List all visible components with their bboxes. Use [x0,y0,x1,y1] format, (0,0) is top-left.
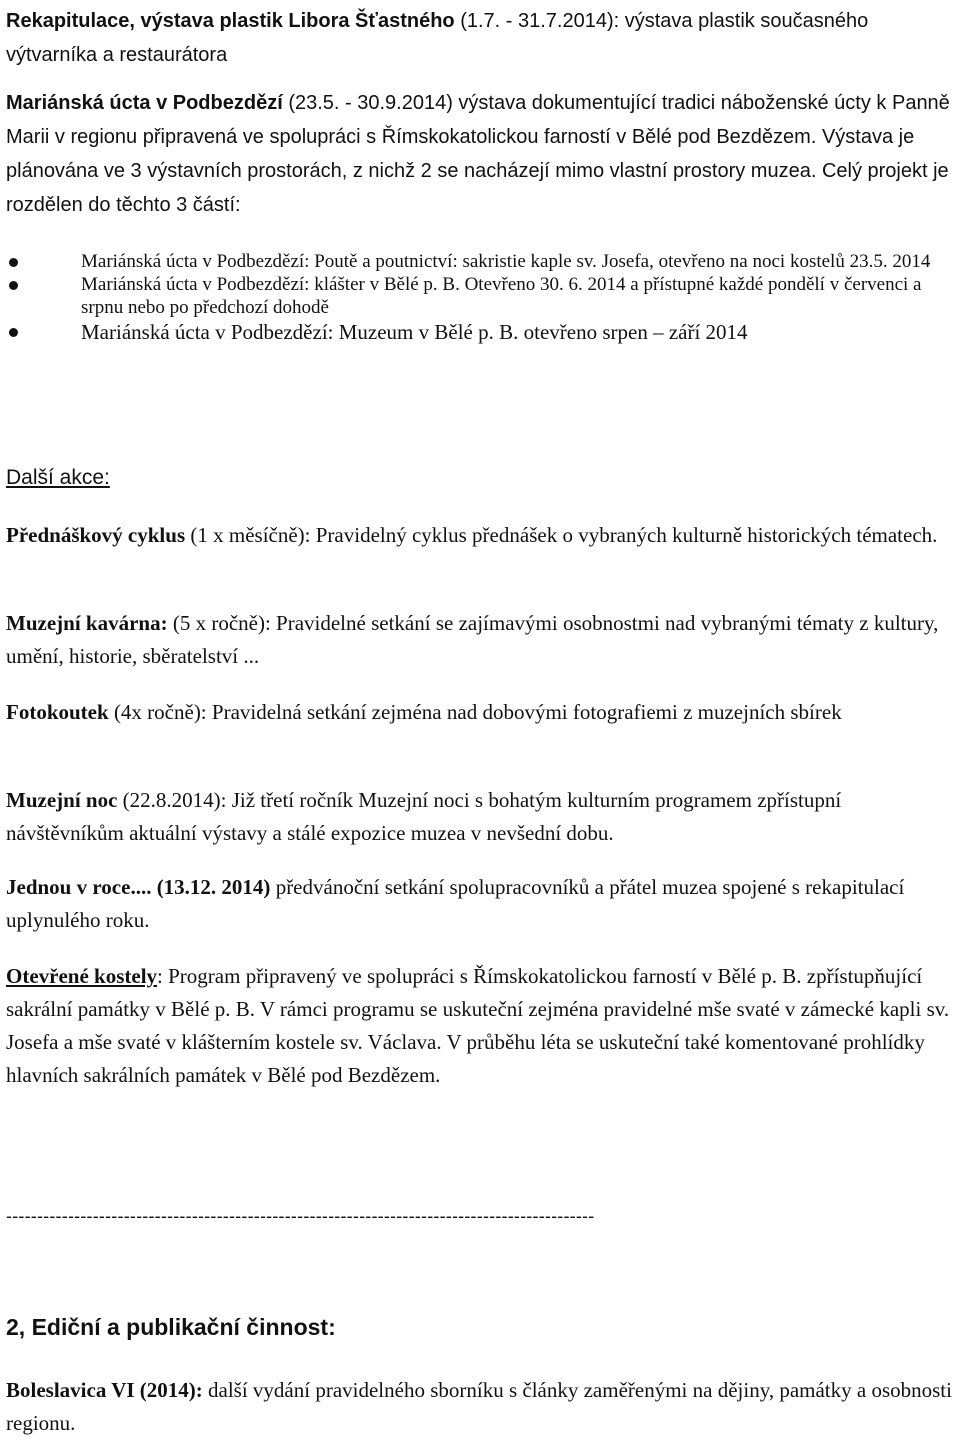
rekapitulace-paragraph [6,4,956,72]
bullet-icon [9,258,18,267]
bullet-icon [9,281,18,290]
event-paragraph [6,871,956,937]
event-title: Jednou v roce.... (13.12. 2014) [6,875,271,899]
event-text: : Program připravený ve spolupráci s Římskokatolickou farností v Bělé p. B. zpřístupňující sakrální památky v Bělé p. B. V rámci programu se uskuteční zejména pravidelné mše svaté v zámecké kapli sv. Josefa a mše svaté v klášterním kostele sv. Václava. V průběhu léta se uskuteční také komentované prohlídky hlavních sakrálních památek v Bělé pod Bezdězem. [6,964,950,1087]
event-paragraph [6,519,956,552]
marianska-parts-list [6,250,958,345]
list-item-text: Mariánská úcta v Podbezdězí: Poutě a poutnictví: sakristie kaple sv. Josefa, otevřeno na noci kostelů 23.5. 2014 [81,251,931,272]
rekapitulace-text: (1.7. - 31.7.2014): výstava plastik současného výtvarníka a restaurátora [6,10,869,66]
event-text: (22.8.2014): Již třetí ročník Muzejní noci s bohatým kulturním programem zpřístupní návštěvníkům aktuální výstavy a stálé expozice muzea v nevšední dobu. [6,788,842,845]
event-text: (4x ročně): Pravidelná setkání zejména nad dobovými fotografiemi z muzejních sbírek [108,700,842,724]
boleslavica-title: Boleslavica VI (2014): [6,1378,203,1402]
divider-line: ----------------------------------------------------------------------------------------------- [6,1206,595,1226]
list-item [6,273,958,319]
event-title: Přednáškový cyklus [6,523,186,547]
event-paragraph [6,960,956,1092]
list-item-text: Mariánská úcta v Podbezdězí: klášter v Bělé p. B. Otevřeno 30. 6. 2014 a přístupné každé pondělí v červenci a srpnu nebo po předchozí dohodě [81,274,922,318]
marianska-title: Mariánská úcta v Podbezdězí [6,92,283,114]
event-paragraph [6,696,956,729]
list-item [6,319,958,345]
list-item [6,250,958,273]
marianska-paragraph [6,86,956,222]
event-text: (1 x měsíčně): Pravidelný cyklus přednášek o vybraných kulturně historických tématech. [185,523,938,547]
dalsi-akce-heading: Další akce: [6,466,110,489]
list-item-text: Mariánská úcta v Podbezdězí: Muzeum v Bělé p. B. otevřeno srpen – září 2014 [81,320,748,344]
event-paragraph [6,784,956,850]
marianska-dates-text: (23.5. - 30.9.2014) výstava dokumentující tradici náboženské úcty k Panně Marii v regionu připravená ve spolupráci s Římskokatolickou farností v Bělé pod Bezdězem. [6,92,950,148]
event-title: Muzejní noc [6,788,118,812]
event-text: (5 x ročně): Pravidelné setkání se zajímavými osobnostmi nad vybranými tématy z kultury, umění, historie, sběratelství ... [6,611,939,668]
event-title: Otevřené kostely [6,964,158,988]
event-paragraph [6,607,956,673]
event-text: předvánoční setkání spolupracovníků a přátel muzea spojené s rekapitulací uplynulého roku. [6,875,905,932]
boleslavica-paragraph [6,1374,956,1440]
section-heading: 2, Ediční a publikační činnost: [6,1314,336,1340]
marianska-plan-text: Výstava je plánována ve 3 výstavních prostorách, z nichž 2 se nacházejí mimo vlastní prostory muzea. Celý projekt je rozdělen do těchto 3 částí: [6,126,949,216]
event-title: Muzejní kavárna: [6,611,168,635]
rekapitulace-title: Rekapitulace, výstava plastik Libora Šťastného [6,10,455,32]
boleslavica-text: další vydání pravidelného sborníku s články zaměřenými na dějiny, památky a osobnosti regionu. [6,1378,952,1435]
event-title: Fotokoutek [6,700,109,724]
bullet-icon [9,328,18,337]
